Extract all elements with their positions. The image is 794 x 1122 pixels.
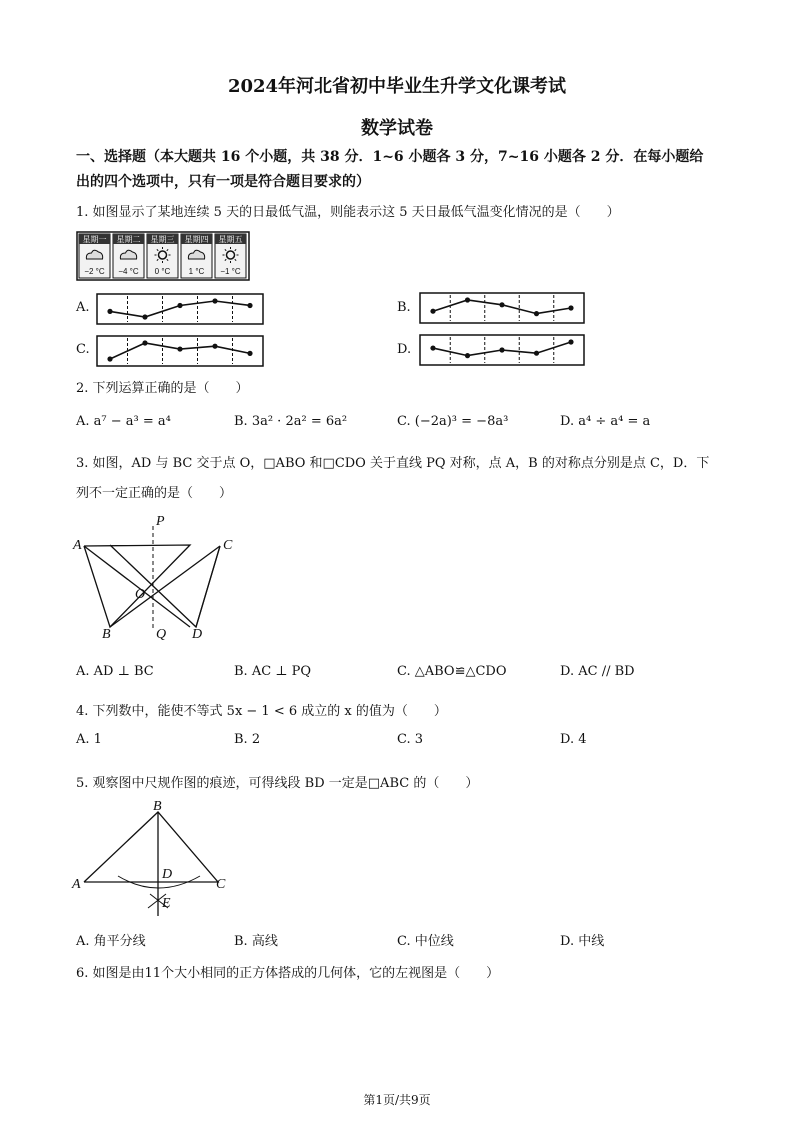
- graph-point: [142, 340, 147, 345]
- graph-point: [465, 297, 470, 302]
- q1-option-b-graph[interactable]: [419, 292, 585, 324]
- graph-point: [568, 339, 573, 344]
- graph-point: [534, 351, 539, 356]
- q1-weather-cell: [79, 234, 110, 278]
- graph-point: [465, 353, 470, 358]
- q3-option-a[interactable]: A. AD ⊥ BC: [76, 664, 154, 679]
- q1-weather-day: 星期二: [116, 235, 141, 244]
- q4-option-c[interactable]: C. 3: [397, 732, 424, 747]
- q2-option-d[interactable]: D. a⁴ ÷ a⁴ = a: [560, 414, 651, 429]
- graph-point: [212, 298, 217, 303]
- exam-title: 2024年河北省初中毕业生升学文化课考试: [227, 76, 567, 97]
- q2-stem: 2. 下列运算正确的是（ ）: [76, 381, 249, 396]
- graph-point: [142, 314, 147, 319]
- q1-weather-temp: −1 °C: [220, 267, 241, 276]
- q5-label-a: A: [72, 877, 81, 892]
- q1-option-c-label[interactable]: C.: [76, 342, 90, 357]
- q2-option-b[interactable]: B. 3a² · 2a² = 6a²: [234, 414, 348, 429]
- exam-subtitle: 数学试卷: [361, 118, 433, 139]
- graph-point: [499, 302, 504, 307]
- q3-label-p: P: [156, 514, 165, 529]
- q3-stem-line1: 3. 如图，AD 与 BC 交于点 O，□ABO 和□CDO 关于直线 PQ 对称，点 A，B 的对称点分别是点 C，D．下: [76, 456, 710, 471]
- q1-weather-day: 星期一: [82, 235, 107, 244]
- graph-frame: [97, 294, 263, 324]
- graph-point: [247, 351, 252, 356]
- section-heading-line1: 一、选择题（本大题共 16 个小题，共 38 分．1~6 小题各 3 分，7~16 小题各 2 分．在每小题给: [76, 149, 704, 165]
- q4-stem: 4. 下列数中，能使不等式 5x − 1 < 6 成立的 x 的值为（ ）: [76, 704, 447, 719]
- q1-weather-temp: 1 °C: [188, 267, 205, 276]
- graph-point: [568, 305, 573, 310]
- q3-option-c[interactable]: C. △ABO≌△CDO: [397, 664, 507, 679]
- q3-option-b[interactable]: B. AC ⊥ PQ: [234, 664, 312, 679]
- q1-weather-temp: −2 °C: [84, 267, 105, 276]
- q1-weather-cell: [215, 234, 246, 278]
- q1-weather-day: 星期四: [184, 235, 209, 244]
- q3-label-o: O: [135, 587, 146, 602]
- q1-option-a-graph[interactable]: [96, 293, 264, 325]
- q3-figure: [70, 512, 250, 642]
- graph-point: [430, 345, 435, 350]
- q5-label-d: D: [162, 867, 173, 882]
- q3-stem-line2: 列不一定正确的是（ ）: [76, 486, 233, 501]
- q4-option-b[interactable]: B. 2: [234, 732, 261, 747]
- q1-weather-strip: [76, 231, 251, 281]
- q5-figure: [70, 796, 240, 920]
- q1-weather-day: 星期五: [218, 235, 243, 244]
- graph-point: [212, 344, 217, 349]
- page-footer: 第1页/共9页: [363, 1093, 431, 1107]
- q3-label-d: D: [192, 627, 203, 642]
- q1-option-a-label[interactable]: A.: [76, 300, 90, 315]
- q4-option-d[interactable]: D. 4: [560, 732, 587, 747]
- q5-option-d[interactable]: D. 中线: [560, 934, 605, 949]
- q1-option-c-graph[interactable]: [96, 335, 264, 367]
- q5-option-a[interactable]: A. 角平分线: [76, 934, 146, 949]
- q3-label-c: C: [223, 538, 233, 553]
- q1-option-b-label[interactable]: B.: [397, 300, 411, 315]
- q5-stem: 5. 观察图中尺规作图的痕迹，可得线段 BD 一定是□ABC 的（ ）: [76, 776, 479, 791]
- q5-option-b[interactable]: B. 高线: [234, 934, 278, 949]
- q1-weather-cell: [181, 234, 212, 278]
- graph-point: [499, 347, 504, 352]
- q4-option-a[interactable]: A. 1: [76, 732, 102, 747]
- q1-weather-temp: 0 °C: [154, 267, 171, 276]
- graph-point: [430, 309, 435, 314]
- q3-label-a: A: [73, 538, 82, 553]
- q1-weather-cell: [147, 234, 178, 278]
- q3-label-q: Q: [156, 627, 167, 642]
- q5-triangle-abc: [84, 812, 218, 882]
- graph-point: [534, 311, 539, 316]
- q5-label-c: C: [216, 877, 226, 892]
- q1-weather-temp: −4 °C: [118, 267, 139, 276]
- q1-stem: 1. 如图显示了某地连续 5 天的日最低气温，则能表示这 5 天日最低气温变化情况的是（ ）: [76, 205, 620, 220]
- q5-label-b: B: [153, 799, 162, 814]
- q5-option-c[interactable]: C. 中位线: [397, 934, 454, 949]
- q1-weather-cell: [113, 234, 144, 278]
- q6-stem: 6. 如图是由11个大小相同的正方体搭成的几何体，它的左视图是（ ）: [76, 966, 500, 981]
- q5-label-e: E: [162, 896, 171, 911]
- q3-option-d[interactable]: D. AC // BD: [560, 664, 635, 679]
- graph-point: [177, 346, 182, 351]
- q1-option-d-graph[interactable]: [419, 334, 585, 366]
- q1-option-d-label[interactable]: D.: [397, 342, 412, 357]
- graph-point: [247, 303, 252, 308]
- q2-option-a[interactable]: A. a⁷ − a³ = a⁴: [76, 414, 171, 429]
- section-heading-line2: 出的四个选项中，只有一项是符合题目要求的）: [76, 174, 370, 190]
- q2-option-c[interactable]: C. (−2a)³ = −8a³: [397, 414, 509, 429]
- q3-label-b: B: [102, 627, 111, 642]
- graph-point: [107, 309, 112, 314]
- q1-weather-day: 星期三: [150, 235, 175, 244]
- graph-point: [107, 356, 112, 361]
- graph-point: [177, 303, 182, 308]
